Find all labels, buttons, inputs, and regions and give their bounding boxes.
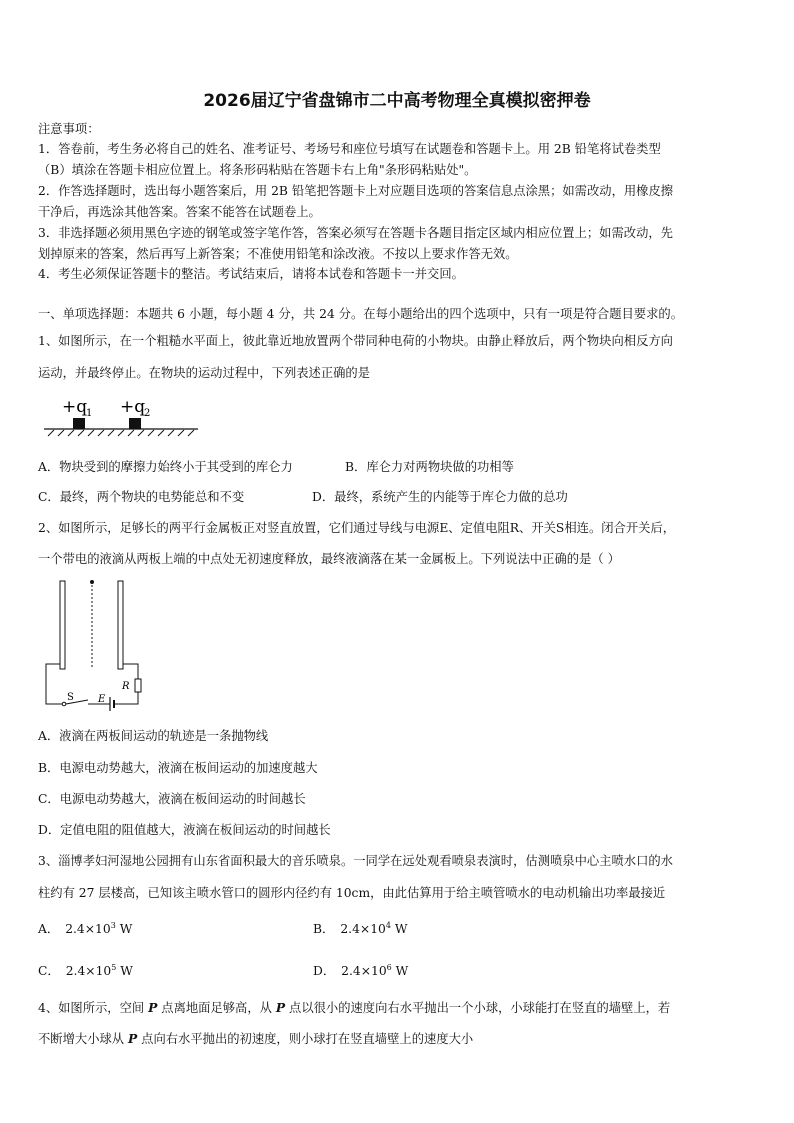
q1-charge-sub-2: 2	[144, 408, 151, 419]
q1-option-a: A．物块受到的摩擦力始终小于其受到的库仑力	[38, 460, 293, 474]
left-plate	[60, 581, 65, 669]
option-letter: B．	[313, 922, 335, 936]
ground-hatching	[48, 430, 194, 436]
option-letter: C．	[38, 964, 60, 978]
option-unit: W	[391, 964, 409, 978]
q2-option-c: C．电源电动势越大，液滴在板间运动的时间越长	[38, 792, 306, 806]
option-exponent: 5	[111, 963, 117, 972]
option-value: 2.4×10	[65, 922, 111, 936]
q1-stem-line: 1、如图所示，在一个粗糙水平面上，彼此靠近地放置两个带同种电荷的小物块。由静止释放后，两个物块向相反方向	[38, 334, 673, 348]
switch-label: S	[67, 692, 74, 703]
option-unit: W	[116, 964, 133, 978]
q1-figure	[38, 390, 208, 445]
wire-left	[46, 664, 63, 704]
option-unit: W	[390, 922, 408, 936]
q3-stem-line: 3、淄博孝妇河湿地公园拥有山东省面积最大的音乐喷泉。一同学在远处观看喷泉表演时，估测喷泉中心主喷水口的水	[38, 854, 673, 868]
option-exponent: 6	[386, 963, 392, 972]
block-2	[129, 418, 141, 429]
option-exponent: 4	[385, 921, 391, 930]
resistor-label: R	[122, 681, 130, 692]
q1-charge-sub-1: 1	[86, 408, 93, 419]
resistor	[135, 679, 141, 692]
notice-line: 干净后，再选涂其他答案。答案不能答在试题卷上。	[38, 205, 321, 219]
wire-right-top	[123, 664, 138, 679]
q1-option-b: B．库仑力对两物块做的功相等	[345, 460, 514, 474]
q3-option-b	[313, 921, 408, 937]
q1-stem-line: 运动，并最终停止。在物块的运动过程中，下列表述正确的是	[38, 366, 371, 380]
notice-line: 2．作答选择题时，选出每小题答案后，用 2B 铅笔把答题卡上对应题目选项的答案信息点涂黑；如需改动，用橡皮擦	[38, 184, 674, 198]
wire-right-bottom	[114, 691, 138, 704]
option-value: 2.4×10	[341, 964, 387, 978]
right-plate	[118, 581, 123, 669]
q2-option-a: A．液滴在两板间运动的轨迹是一条抛物线	[38, 729, 269, 743]
text-run: 4、如图所示，空间	[38, 1001, 149, 1015]
switch-pivot	[62, 702, 66, 706]
notice-line: （B）填涂在答题卡相应位置上。将条形码粘贴在答题卡右上角"条形码粘贴处"。	[38, 163, 477, 177]
q3-option-a	[38, 921, 132, 937]
option-letter: A．	[38, 922, 60, 936]
option-letter: D．	[313, 964, 336, 978]
notice-line: 3．非选择题必须用黑色字迹的钢笔或签字笔作答，答案必须写在答题卡各题目指定区域内相应位置上；如需改动，先	[38, 226, 673, 240]
q3-option-d	[313, 963, 408, 979]
block-1	[73, 418, 85, 429]
q2-circuit-figure	[38, 576, 153, 720]
notice-heading: 注意事项：	[38, 122, 100, 136]
q3-option-c	[38, 963, 133, 979]
q1-charge-label-2: +q	[120, 397, 146, 417]
option-value: 2.4×10	[65, 964, 112, 978]
q1-charge-label-1: +q	[62, 397, 88, 417]
q4-stem-line	[38, 1031, 473, 1047]
notice-line: 1．答卷前，考生务必将自己的姓名、准考证号、考场号和座位号填写在试题卷和答题卡上。用 2B 铅笔将试卷类型	[38, 142, 661, 156]
q3-stem-line: 柱约有 27 层楼高，已知该主喷水管口的圆形内径约有 10cm，由此估算用于给主喷管喷水的电动机输出功率最接近	[38, 886, 666, 900]
option-unit: W	[115, 922, 133, 936]
q4-stem-line	[38, 1000, 670, 1016]
q1-option-d: D．最终，系统产生的内能等于库仑力做的总功	[312, 490, 568, 504]
option-exponent: 3	[110, 921, 116, 930]
source-label: E	[98, 694, 106, 705]
section-heading: 一、单项选择题：本题共 6 小题，每小题 4 分，共 24 分。在每小题给出的四个选项中，只有一项是符合题目要求的。	[38, 307, 683, 321]
q2-option-d: D．定值电阻的阻值越大，液滴在板间运动的时间越长	[38, 823, 331, 837]
q1-option-c: C．最终，两个物块的电势能总和不变	[38, 490, 245, 504]
notice-line: 划掉原来的答案，然后再写上新答案；不准使用铅笔和涂改液。不按以上要求作答无效。	[38, 247, 518, 261]
point-symbol: P	[128, 1031, 138, 1046]
text-run: 点向右水平抛出的初速度，则小球打在竖直墙壁上的速度大小	[137, 1032, 474, 1046]
option-value: 2.4×10	[340, 922, 386, 936]
q2-option-b: B．电源电动势越大，液滴在板间运动的加速度越大	[38, 761, 318, 775]
text-run: 点以很小的速度向右水平抛出一个小球，小球能打在竖直的墙壁上，若	[285, 1001, 671, 1015]
text-run: 不断增大小球从	[38, 1032, 128, 1046]
point-symbol: P	[148, 1000, 158, 1015]
droplet	[90, 580, 94, 584]
text-run: 点离地面足够高，从	[157, 1001, 276, 1015]
point-symbol: P	[275, 1000, 286, 1015]
exam-title: 2026届辽宁省盘锦市二中高考物理全真模拟密押卷	[203, 91, 591, 111]
q2-stem-line: 一个带电的液滴从两板上端的中点处无初速度释放，最终液滴落在某一金属板上。下列说法中正确的是（ ）	[38, 552, 620, 566]
notice-line: 4．考生必须保证答题卡的整洁。考试结束后，请将本试卷和答题卡一并交回。	[38, 267, 464, 281]
q2-stem-line: 2、如图所示，足够长的两平行金属板正对竖直放置，它们通过导线与电源E、定值电阻R、开关S相连。闭合开关后，	[38, 521, 676, 535]
